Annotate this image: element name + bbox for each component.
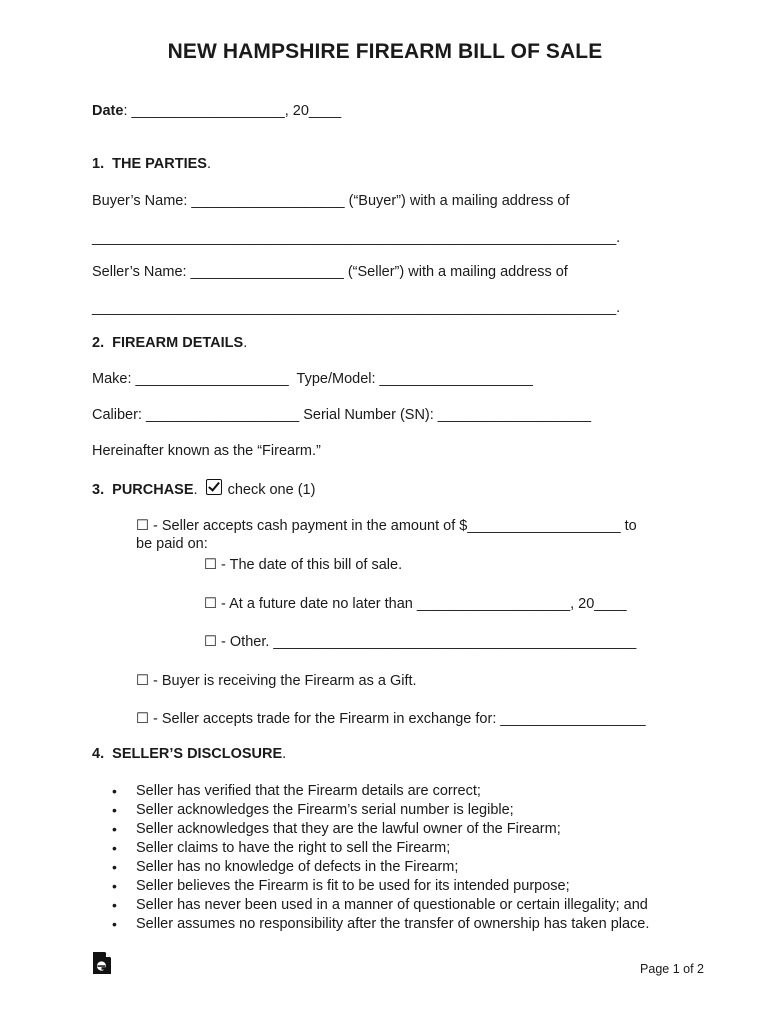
purchase-heading-period: . [193,482,198,498]
check-one-note: check one (1) [227,482,316,498]
checked-box-icon [206,479,222,495]
list-item: • Seller acknowledges that they are the lawful owner of the Firearm; [112,820,649,839]
option-other: ☐ - Other. _____________________________________________ [204,634,637,650]
purchase-heading-text: 3. PURCHASE [92,482,194,498]
option-date-of-sale: ☐ - The date of this bill of sale. [204,557,403,573]
date-label: Date [92,103,124,119]
disclosure-list [112,782,649,934]
firearm-heading-text: 2. FIREARM DETAILS [92,335,244,351]
gift-option: ☐ - Buyer is receiving the Firearm as a Gift. [136,673,417,689]
make-model-line: Make: ___________________ Type/Model: ___________________ [92,371,533,387]
buyer-address-line: _________________________________________________________________. [92,230,621,246]
eforms-logo-icon [92,951,112,975]
seller-address-line: _________________________________________________________________. [92,300,621,316]
list-item: • Seller has verified that the Firearm details are correct; [112,782,649,801]
trade-option: ☐ - Seller accepts trade for the Firearm in exchange for: __________________ [136,711,646,727]
list-item: • Seller acknowledges the Firearm’s serial number is legible; [112,801,649,820]
document-title: NEW HAMPSHIRE FIREARM BILL OF SALE [167,40,603,63]
list-item: • Seller has never been used in a manner of questionable or certain illegality; and [112,896,649,915]
list-item: • Seller has no knowledge of defects in the Firearm; [112,858,649,877]
cash-payment-option: ☐ - Seller accepts cash payment in the amount of $___________________ to [136,518,637,534]
option-future-date: ☐ - At a future date no later than ___________________, 20____ [204,596,627,612]
seller-name-line: Seller’s Name: ___________________ (“Seller”) with a mailing address of [92,264,568,280]
cash-payment-option-cont: be paid on: [136,536,208,552]
section-parties-heading [92,155,211,173]
list-item: • Seller claims to have the right to sell the Firearm; [112,839,649,858]
date-field: : ___________________, 20____ [123,103,342,119]
disclosure-heading-period: . [282,746,287,762]
caliber-serial-line: Caliber: ___________________ Serial Number (SN): ___________________ [92,407,592,423]
list-item: • Seller assumes no responsibility after the transfer of ownership has taken place. [112,915,649,934]
parties-heading-period: . [206,156,211,172]
hereinafter-line: Hereinafter known as the “Firearm.” [92,443,321,459]
list-item: • Seller believes the Firearm is fit to be used for its intended purpose; [112,877,649,896]
buyer-name-line: Buyer’s Name: ___________________ (“Buyer”) with a mailing address of [92,193,570,209]
firearm-heading-period: . [243,335,248,351]
section-firearm-heading [92,334,247,352]
section-disclosure-heading [92,745,286,763]
section-purchase-heading [92,479,315,499]
parties-heading-text: 1. THE PARTIES [92,156,207,172]
page-number: Page 1 of 2 [640,962,704,976]
disclosure-heading-text: 4. SELLER’S DISCLOSURE [92,746,283,762]
date-line [92,102,341,120]
